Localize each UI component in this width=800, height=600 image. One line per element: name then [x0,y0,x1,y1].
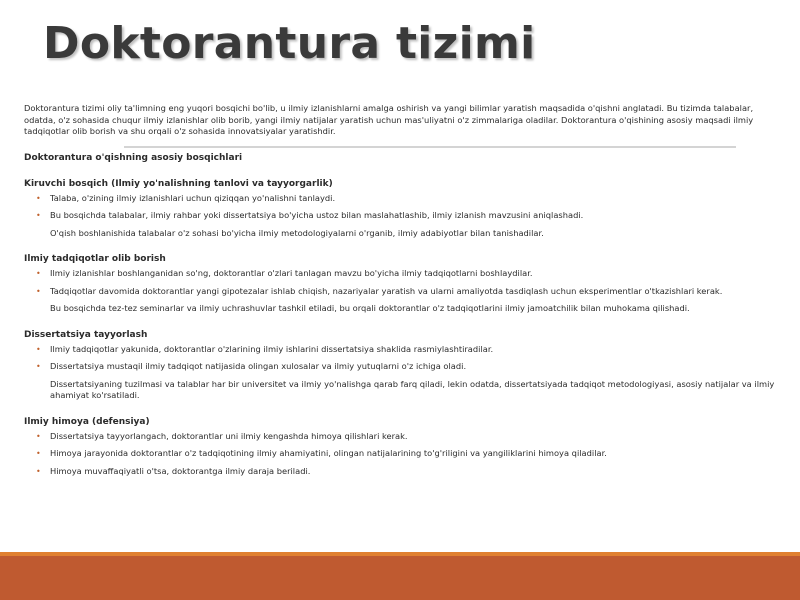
list-item-text: Dissertatsiyaning tuzilmasi va talablar har bir universitet va ilmiy yo'nalishga qarab farq qiladi, lekin odatda, dissertatsiyada tadqiqot metodologiyasi, asosiy natijalar va ilmiy ahamiyat ko'rsatiladi. [50,378,775,400]
list-item [24,286,776,298]
list-item-text: Ilmiy izlanishlar boshlanganidan so'ng, doktorantlar o'zlari tanlagan mavzu bo'yicha ilmiy tadqiqotlarni boshlaydilar. [50,268,533,278]
section-heading: Ilmiy tadqiqotlar olib borish [24,254,166,264]
bullet-icon: • [36,431,41,441]
list-item [24,448,776,460]
bullet-icon: • [36,449,41,458]
bullet-icon: • [36,362,41,371]
list-item [24,303,776,315]
section-list [24,431,776,478]
bullet-icon: • [36,286,41,296]
list-item-text: Ilmiy tadqiqotlar yakunida, doktorantlar o'zlarining ilmiy ishlarini dissertatsiya shaklida rasmiylashtiradilar. [50,343,494,354]
main-heading: Doktorantura o'qishning asosiy bosqichlari [24,152,243,163]
list-item-text: O'qish boshlanishida talabalar o'z sohasi bo'yicha ilmiy metodologiyalarni o'rganib, ilmiy adabiyotlar bilan tanishadilar. [50,227,544,238]
list-item [24,466,776,478]
page-title: Doktorantura tizimi [43,18,536,69]
sections-container [24,178,776,478]
bullet-icon: • [36,211,41,220]
list-item [24,344,776,356]
section [24,329,776,402]
list-item [24,431,776,443]
intro-paragraph: Doktorantura tizimi oliy ta'limning eng yuqori bosqichi bo'lib, u ilmiy izlanishlarni amalga oshirish va yangi bilimlar yaratish maqsadida o'qishni anglatadi. Bu tizimda talabalar, odatda, o'z sohasida chuqur ilmiy izlanishlar olib borib, yangi ilmiy natijalar yaratish uchun mas'uliyatni o'z zimmalariga oladilar. Doktorantura o'qishining asosiy maqsadi ilmiy tadqiqotlar olib borish va shu orqali o'z sohasida innovatsiyalar yaratishdir. [24,103,754,136]
list-item-text: Himoya jarayonida doktorantlar o'z tadqiqotining ilmiy ahamiyatini, olingan natijalarining to'g'riligini va yangiliklarini himoya qiladilar. [50,448,607,458]
list-item [24,361,776,373]
list-item-text: Bu bosqichda tez-tez seminarlar va ilmiy uchrashuvlar tashkil etiladi, bu orqali doktorantlar o'z tadqiqotlarini ilmiy jamoatchilik bilan muhokama qilishadi. [50,303,690,313]
section-list [24,344,776,402]
bullet-icon: • [36,344,41,354]
list-item-text: Bu bosqichda talabalar, ilmiy rahbar yoki dissertatsiya bo'yicha ustoz bilan maslahatlashib, ilmiy izlanish mavzusini aniqlashadi. [50,210,584,220]
list-item-text: Tadqiqotlar davomida doktorantlar yangi gipotezalar ishlab chiqish, nazariyalar yaratish va ularni amaliyotda tasdiqlash uchun eksperimentlar o'tkazishlari kerak. [50,285,723,296]
list-item-text: Himoya muvaffaqiyatli o'tsa, doktorantga ilmiy daraja beriladi. [50,465,311,476]
list-item [24,193,776,205]
list-item [24,268,776,280]
section-heading: Kiruvchi bosqich (Ilmiy yo'nalishning tanlovi va tayyorgarlik) [24,178,333,189]
bullet-icon: • [36,193,41,203]
bullet-icon: • [36,466,41,476]
section [24,178,776,240]
list-item [24,210,776,222]
list-item-text: Dissertatsiya mustaqil ilmiy tadqiqot natijasida olingan xulosalar va ilmiy yutuqlarni o'z ichiga oladi. [50,361,467,371]
section-list [24,268,776,315]
list-item [24,379,776,402]
bullet-icon: • [36,269,41,278]
section-heading: Dissertatsiya tayyorlash [24,329,148,340]
list-item [24,228,776,240]
section-heading: Ilmiy himoya (defensiya) [24,416,150,427]
list-item-text: Dissertatsiya tayyorlangach, doktorantlar uni ilmiy kengashda himoya qilishlari kerak. [50,430,408,441]
slide-content [24,103,776,477]
section [24,416,776,478]
footer-band [0,556,800,600]
divider [124,146,736,148]
list-item-text: Talaba, o'zining ilmiy izlanishlari uchun qiziqqan yo'nalishni tanlaydi. [50,192,336,203]
section [24,253,776,315]
section-list [24,193,776,240]
